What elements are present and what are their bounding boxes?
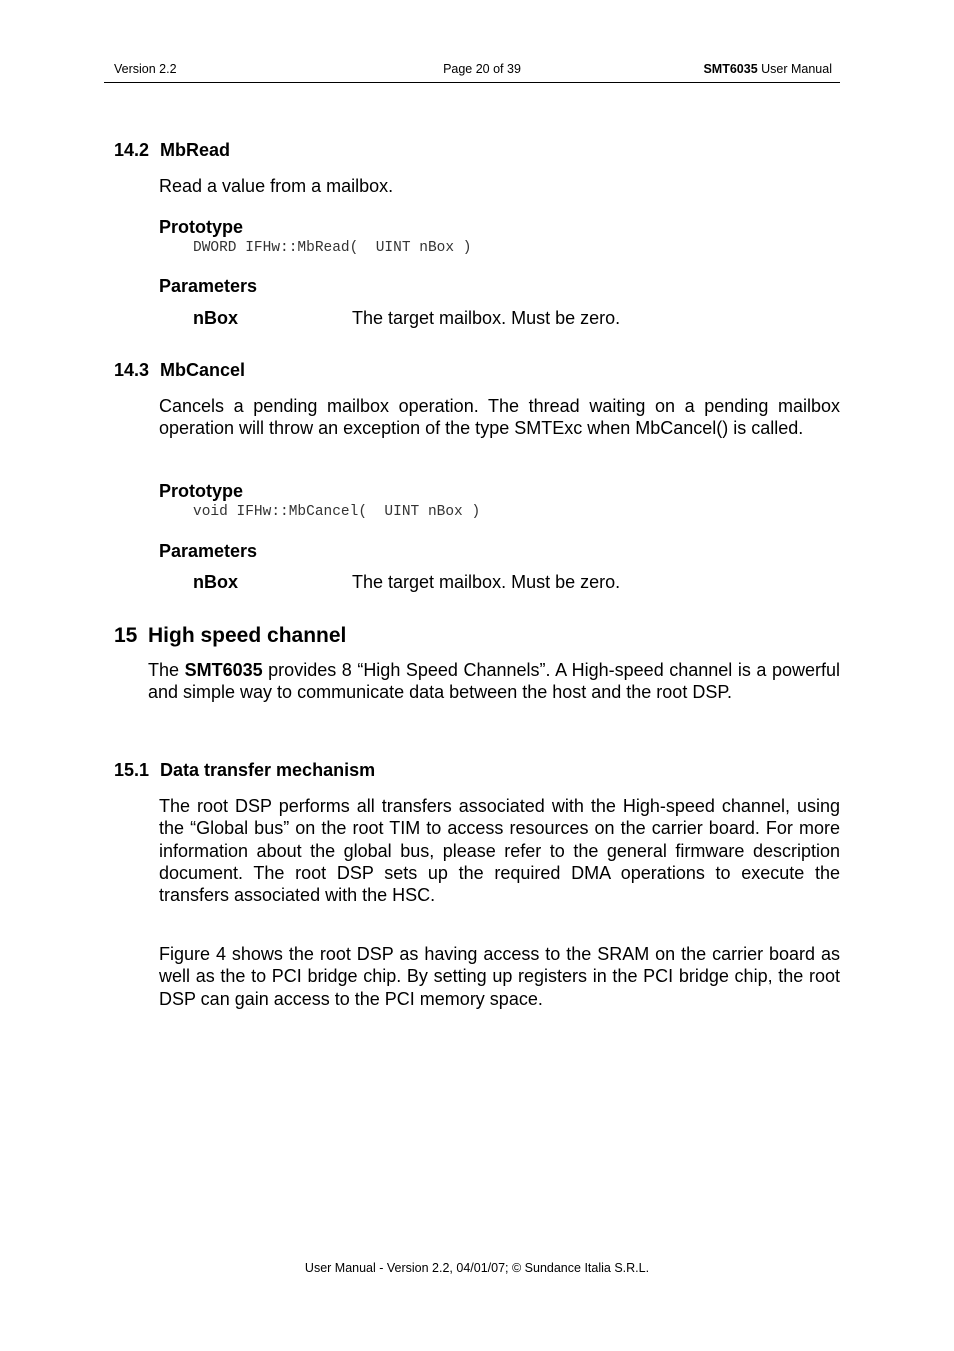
intro-pre: The [148, 660, 185, 680]
mbread-parameters-label: Parameters [159, 276, 258, 296]
mbcancel-prototype-code: void IFHw::MbCancel( UINT nBox ) [193, 504, 481, 520]
heading-15-1 [114, 760, 375, 781]
header-manual-title [703, 62, 832, 76]
heading-number: 15 [114, 624, 138, 647]
page-footer: User Manual - Version 2.2, 04/01/07; © Sundance Italia S.R.L. [304, 1261, 650, 1275]
header-version: Version 2.2 [114, 62, 177, 76]
mbread-description: Read a value from a mailbox. [159, 176, 394, 196]
heading-number: 15.1 [114, 760, 150, 780]
header-rule [104, 82, 840, 83]
header-page-number: Page 20 of 39 [443, 62, 521, 76]
heading-title: MbRead [160, 140, 231, 160]
data-transfer-paragraph-1: The root DSP performs all transfers associated with the High-speed channel, using the “Global bus” on the root TIM to access resources on the carrier board. For more information about the global bus, please refer to the general firmware description document. The root DSP sets up the required DMA operations to execute the transfers associated with the HSC. [159, 796, 840, 906]
header-manual: User Manual [757, 62, 832, 76]
heading-number: 14.2 [114, 140, 150, 160]
mbcancel-param-desc: The target mailbox. Must be zero. [352, 572, 621, 592]
intro-post: provides 8 “High Speed Channels”. A High-speed channel is a powerful and simple way to communicate data between the host and the root DSP. [148, 660, 840, 703]
mbread-prototype-code: DWORD IFHw::MbRead( UINT nBox ) [193, 240, 472, 256]
heading-title: Data transfer mechanism [160, 760, 376, 780]
heading-14-2 [114, 140, 230, 161]
mbcancel-parameters-label: Parameters [159, 541, 258, 561]
mbcancel-prototype-label: Prototype [159, 481, 244, 501]
mbcancel-description: Cancels a pending mailbox operation. The thread waiting on a pending mailbox operation will throw an exception of the type SMTExc when MbCancel() is called. [159, 396, 840, 439]
data-transfer-paragraph-2: Figure 4 shows the root DSP as having access to the SRAM on the carrier board as well as the to PCI bridge chip. By setting up registers in the PCI bridge chip, the root DSP can gain access to the PCI memory space. [159, 944, 840, 1009]
intro-product: SMT6035 [184, 660, 263, 680]
heading-number: 14.3 [114, 360, 150, 380]
heading-title: High speed channel [148, 624, 347, 647]
header-product: SMT6035 [703, 62, 758, 76]
heading-title: MbCancel [160, 360, 246, 380]
heading-14-3 [114, 360, 245, 381]
heading-15 [114, 624, 346, 648]
mbread-param-name: nBox [193, 308, 238, 328]
mbcancel-param-name: nBox [193, 572, 238, 592]
high-speed-channel-intro [148, 659, 840, 704]
mbread-prototype-label: Prototype [159, 217, 244, 237]
mbread-param-desc: The target mailbox. Must be zero. [352, 308, 621, 328]
